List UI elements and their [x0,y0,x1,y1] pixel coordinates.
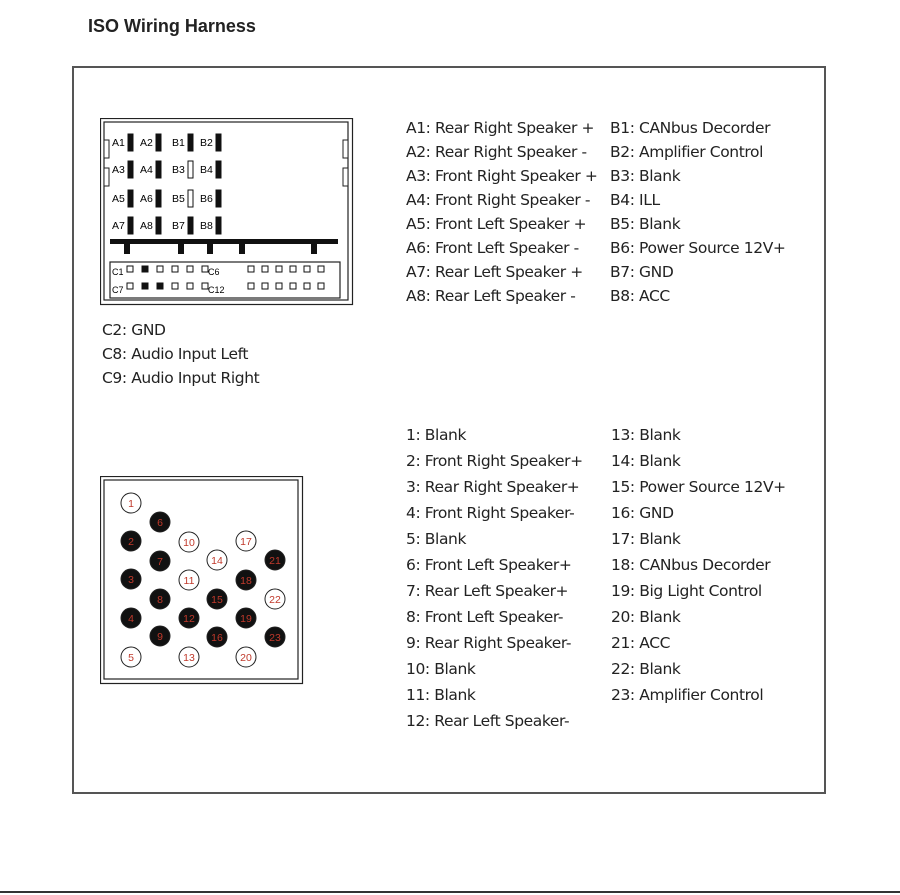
latch-icon [104,168,109,186]
round-pin-number: 11 [183,575,195,587]
c-pin-contact [172,266,178,272]
iso-pin-contact [188,161,193,178]
list-item: 10: Blank [406,660,476,678]
round-pin-number: 16 [211,632,223,644]
list-item: 23: Amplifier Control [611,686,764,704]
list-item: 16: GND [611,504,674,522]
list-item: B3: Blank [610,167,681,185]
pins-13-23-list [611,422,786,708]
latch-icon [104,140,109,158]
list-item: B1: CANbus Decorder [610,119,771,137]
iso-pin-contact [156,134,161,151]
round-pin-number: 22 [269,594,281,606]
iso-pin-label: A7 [112,220,125,232]
list-item: B8: ACC [610,287,670,305]
c-label: C1 [112,267,124,277]
latch-icon [343,140,348,158]
list-item: B7: GND [610,263,674,281]
list-item: 17: Blank [611,530,681,548]
round-connector-diagram [100,476,304,686]
c-pin-contact [290,283,296,289]
list-item: C2: GND [102,321,166,339]
c-pin-contact [262,283,268,289]
iso-pin-contact [216,190,221,207]
iso-pin-label: A2 [140,137,153,149]
c-pin-contact [318,266,324,272]
iso-pin-contact [156,190,161,207]
c-pin-contact [276,266,282,272]
round-pin-number: 18 [240,575,252,587]
latch-icon [343,168,348,186]
iso-pin-label: A6 [140,193,153,205]
iso-pin-contact [128,161,133,178]
list-item: A6: Front Left Speaker - [406,239,579,257]
c-pin-contact [127,283,133,289]
iso-pin-label: A3 [112,164,125,176]
round-pin-number: 17 [240,536,252,548]
list-item: 4: Front Right Speaker- [406,504,575,522]
c-pin-contact [142,283,148,289]
list-item: B4: ILL [610,191,660,209]
round-pin-number: 21 [269,555,281,567]
iso-pin-label: B6 [200,193,213,205]
list-item: 22: Blank [611,660,681,678]
iso-pin-label: B7 [172,220,185,232]
c-pin-contact [187,266,193,272]
round-pin-number: 15 [211,594,223,606]
iso-pin-contact [188,134,193,151]
c-pin-contact [304,266,310,272]
iso-pin-contact [128,217,133,234]
iso-pin-label: A5 [112,193,125,205]
page-title: ISO Wiring Harness [88,16,256,36]
round-pin-number: 10 [183,537,195,549]
c-pin-contact [248,266,254,272]
list-item: A4: Front Right Speaker - [406,191,591,209]
list-item: A7: Rear Left Speaker + [406,263,583,281]
round-pin-number: 9 [157,631,163,643]
iso-pin-contact [128,134,133,151]
list-item: B6: Power Source 12V+ [610,239,786,257]
round-pin-number: 12 [183,613,195,625]
round-pin-number: 3 [128,574,134,586]
c-label: C12 [208,285,225,295]
round-pin-number: 23 [269,632,281,644]
list-item: 11: Blank [406,686,476,704]
b-pin-list [610,116,786,308]
round-pin-number: 13 [183,652,195,664]
list-item: 8: Front Left Speaker- [406,608,564,626]
round-pin-number: 6 [157,517,163,529]
list-item: A2: Rear Right Speaker - [406,143,587,161]
iso-pin-label: B2 [200,137,213,149]
iso-pin-label: B1 [172,137,185,149]
iso-pin-label: A8 [140,220,153,232]
list-item: A1: Rear Right Speaker + [406,119,595,137]
list-item: 21: ACC [611,634,671,652]
c-pin-contact [304,283,310,289]
list-item: A8: Rear Left Speaker - [406,287,576,305]
list-item: 12: Rear Left Speaker- [406,712,570,730]
c-pin-contact [276,283,282,289]
c-pin-contact [318,283,324,289]
iso-pin-contact [188,217,193,234]
list-item: 18: CANbus Decorder [611,556,771,574]
iso-pin-label: B8 [200,220,213,232]
list-item: 5: Blank [406,530,467,548]
c-pin-contact [187,283,193,289]
list-item: C9: Audio Input Right [102,369,260,387]
c-pin-contact [262,266,268,272]
list-item: 1: Blank [406,426,467,444]
c-label: C6 [208,267,220,277]
c-label: C7 [112,285,124,295]
list-item: C8: Audio Input Left [102,345,249,363]
list-item: 14: Blank [611,452,681,470]
c-pin-contact [142,266,148,272]
round-pin-number: 14 [211,555,223,567]
round-pin-number: 5 [128,652,134,664]
c-pin-list [102,318,259,390]
list-item: 9: Rear Right Speaker- [406,634,572,652]
iso-pin-contact [216,217,221,234]
iso-pin-contact [188,190,193,207]
list-item: 20: Blank [611,608,681,626]
iso-pin-label: B3 [172,164,185,176]
iso-connector-diagram [100,118,354,306]
c-pin-contact [157,283,163,289]
list-item: B5: Blank [610,215,681,233]
iso-pin-label: B4 [200,164,213,176]
iso-pin-label: A4 [140,164,153,176]
c-pin-contact [290,266,296,272]
a-pin-list [406,116,597,308]
list-item: A5: Front Left Speaker + [406,215,587,233]
list-item: 2: Front Right Speaker+ [406,452,583,470]
list-item: A3: Front Right Speaker + [406,167,598,185]
bottom-divider [0,891,900,893]
list-item: 3: Rear Right Speaker+ [406,478,580,496]
pins-1-12-list [406,422,583,734]
iso-pin-contact [156,217,161,234]
iso-pin-contact [128,190,133,207]
list-item: 19: Big Light Control [611,582,762,600]
list-item: 15: Power Source 12V+ [611,478,786,496]
c-pin-contact [127,266,133,272]
list-item: 6: Front Left Speaker+ [406,556,572,574]
round-pin-number: 1 [128,498,134,510]
c-pin-contact [172,283,178,289]
round-pin-number: 4 [128,613,134,625]
iso-pin-contact [156,161,161,178]
list-item: 13: Blank [611,426,681,444]
round-pin-number: 7 [157,556,163,568]
c-pin-contact [248,283,254,289]
iso-pin-contact [216,161,221,178]
c-pin-contact [157,266,163,272]
list-item: 7: Rear Left Speaker+ [406,582,569,600]
round-pin-number: 8 [157,594,163,606]
iso-pin-label: B5 [172,193,185,205]
round-pin-number: 19 [240,613,252,625]
iso-pin-contact [216,134,221,151]
round-pin-number: 2 [128,536,134,548]
iso-pin-label: A1 [112,137,125,149]
round-pin-number: 20 [240,652,252,664]
list-item: B2: Amplifier Control [610,143,764,161]
